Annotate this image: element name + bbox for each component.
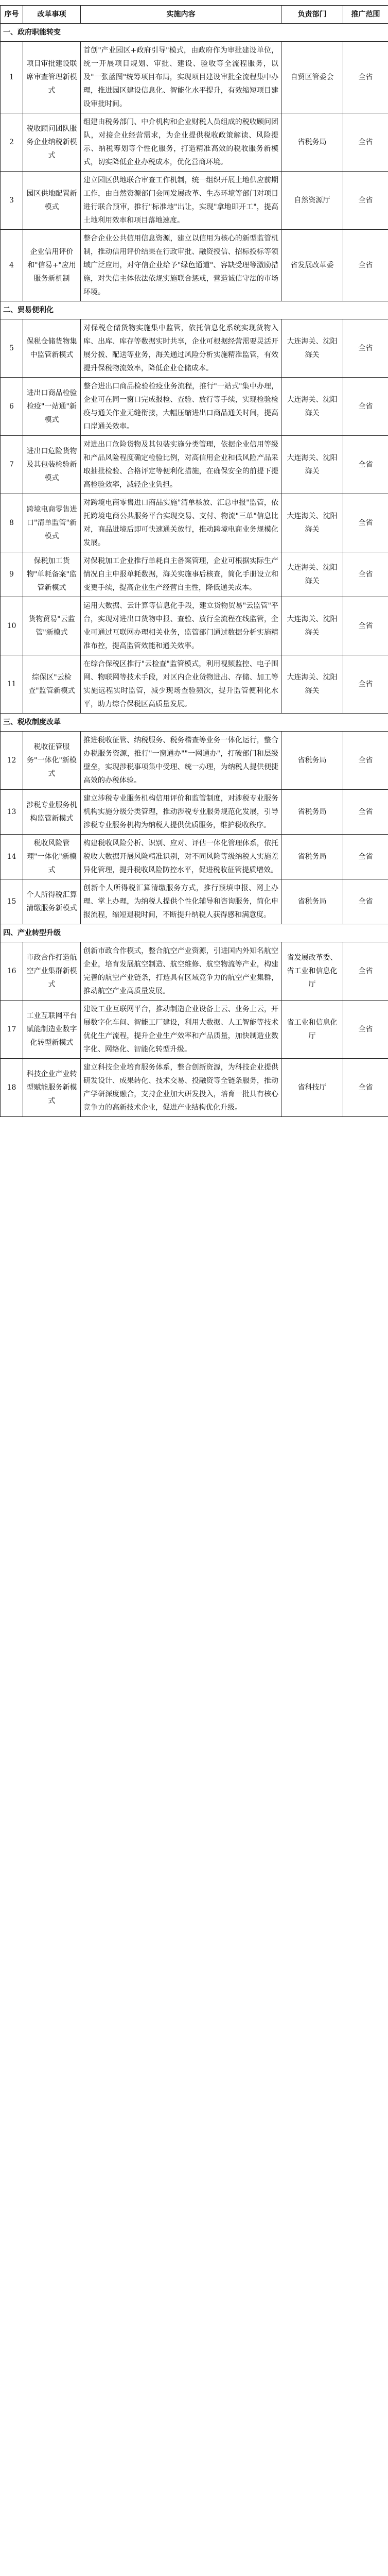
table-row [1,319,388,378]
row-scope: 全省 [343,172,388,230]
row-item: 税收顾问团队服务企业纳税新模式 [23,113,81,172]
row-number: 17 [1,1001,23,1059]
row-item: 货物贸易"云监管"新模式 [23,597,81,655]
table-row [1,1001,388,1059]
row-item: 涉税专业服务机构监管新模式 [23,790,81,835]
row-scope: 全省 [343,790,388,835]
row-item: 税收征管服务"一体化"新模式 [23,732,81,790]
row-description: 运用大数据、云计算等信息化手段，建立货物贸易"云监管"平台，实现对进出口货物申报、查验、放行全流程在线监管，企业可通过互联网办理相关业务，监管部门通过数据分析实施精准布控，提高监管效能和通关效率。 [81,597,281,655]
table-row [1,597,388,655]
reform-table [0,5,388,1117]
row-scope: 全省 [343,436,388,494]
page [0,0,388,1117]
row-description: 创新个人所得税汇算清缴服务方式，推行预填申报、网上办理、掌上办理，为纳税人提供个性化辅导和咨询服务，简化申报流程，缩短退税时间，不断提升纳税人获得感和满意度。 [81,879,281,924]
table-row [1,835,388,879]
row-item: 个人所得税汇算清缴服务新模式 [23,879,81,924]
row-description: 推进税收征管、纳税服务、税务稽查等业务一体化运行，整合办税服务资源，推行"一窗通办""一网通办"，打破部门和层级壁垒，实现涉税事项集中受理、统一办理，为纳税人提供便捷高效的办税体验。 [81,732,281,790]
header-row [1,6,388,24]
table-row [1,172,388,230]
row-item: 保税加工货物"单耗备案"监管新模式 [23,552,81,597]
row-scope: 全省 [343,835,388,879]
table-row [1,879,388,924]
row-number: 1 [1,42,23,113]
row-description: 建立园区供地联合审查工作机制，统一组织开展土地供应前期工作，由自然资源部门会同发展改革、生态环境等部门对项目进行联合预审，推行"标准地"出让，实现"拿地即开工"，提高土地利用效率和项目落地速度。 [81,172,281,230]
table-row [1,655,388,714]
table-body [1,24,388,1117]
row-item: 进出口商品检验检疫"一站通"新模式 [23,378,81,436]
row-number: 13 [1,790,23,835]
table-row [1,942,388,1001]
row-department: 大连海关、沈阳海关 [281,436,343,494]
row-item: 跨境电商零售进口"清单监管"新模式 [23,494,81,552]
section-row [1,714,388,732]
row-description: 在综合保税区推行"云检查"监管模式，利用视频监控、电子围网、物联网等技术手段，对区内企业货物进出、存储、加工等实施远程实时监管，减少现场查验频次，提升监管便利化水平，助力综合保税区高质量发展。 [81,655,281,714]
row-department: 省税务局 [281,790,343,835]
section-title: 二、贸易便利化 [1,301,388,319]
header-scope: 推广范围 [343,6,388,24]
table-row [1,1059,388,1117]
row-department: 大连海关、沈阳海关 [281,597,343,655]
row-scope: 全省 [343,319,388,378]
row-item: 项目审批建设联席审查管理新模式 [23,42,81,113]
row-department: 大连海关、沈阳海关 [281,378,343,436]
row-scope: 全省 [343,552,388,597]
row-department: 大连海关、沈阳海关 [281,494,343,552]
row-item: 保税仓储货物集中监管新模式 [23,319,81,378]
table-row [1,113,388,172]
row-item: 税收风险管理"一体化"新模式 [23,835,81,879]
row-department: 大连海关、沈阳海关 [281,655,343,714]
row-number: 3 [1,172,23,230]
row-number: 11 [1,655,23,714]
row-number: 8 [1,494,23,552]
row-number: 14 [1,835,23,879]
row-number: 5 [1,319,23,378]
row-description: 首创"产业园区+政府引导"模式，由政府作为审批建设单位，统一开展项目规划、审批、建设、验收等全流程服务，以及"一张蓝图"统筹项目布局，实现项目建设审批全流程集中办理，推进园区建设信息化、智能化水平提升，有效缩短项目建设审批时间。 [81,42,281,113]
row-item: 进出口危险货物及其包装检验新模式 [23,436,81,494]
row-scope: 全省 [343,494,388,552]
row-department: 省税务局 [281,113,343,172]
row-description: 对保税加工企业推行单耗自主备案管理，企业可根据实际生产情况自主申报单耗数据，海关实施事后核查，简化手册设立和变更手续，提高企业生产经营自主性，降低通关成本。 [81,552,281,597]
row-number: 18 [1,1059,23,1117]
row-item: 园区供地配置新模式 [23,172,81,230]
row-scope: 全省 [343,42,388,113]
row-item: 科技企业产业转型赋能服务新模式 [23,1059,81,1117]
row-number: 9 [1,552,23,597]
row-scope: 全省 [343,230,388,301]
row-department: 省工业和信息化厅 [281,1001,343,1059]
row-item: 综保区"云检查"监管新模式 [23,655,81,714]
header-desc: 实施内容 [81,6,281,24]
row-scope: 全省 [343,942,388,1001]
table-row [1,378,388,436]
row-description: 对进出口危险货物及其包装实施分类管理，依据企业信用等级和产品风险程度确定检验比例，对高信用企业和低风险产品采取抽批检验、合格评定等便利化措施，在确保安全的前提下提高检验效率，减轻企业负担。 [81,436,281,494]
table-row [1,552,388,597]
section-title: 四、产业转型升级 [1,924,388,942]
row-scope: 全省 [343,1059,388,1117]
row-department: 省科技厅 [281,1059,343,1117]
row-scope: 全省 [343,378,388,436]
row-number: 7 [1,436,23,494]
row-number: 12 [1,732,23,790]
row-department: 省发展改革委 [281,230,343,301]
section-title: 三、税收制度改革 [1,714,388,732]
row-number: 10 [1,597,23,655]
row-description: 创新市政合作模式，整合航空产业资源，引进国内外知名航空企业，培育发展航空制造、航空维修、航空物流等产业，构建完善的航空产业链条，打造具有区域竞争力的航空产业集群，推动航空产业高质量发展。 [81,942,281,1001]
row-department: 省发展改革委、省工业和信息化厅 [281,942,343,1001]
table-row [1,732,388,790]
row-description: 建立涉税专业服务机构信用评价和监管制度，对涉税专业服务机构实施分级分类管理，推动涉税专业服务规范化发展，引导涉税专业服务机构为纳税人提供优质服务，维护税收秩序。 [81,790,281,835]
row-scope: 全省 [343,879,388,924]
row-department: 大连海关、沈阳海关 [281,552,343,597]
row-description: 整合企业公共信用信息资源，建立以信用为核心的新型监管机制，推动信用评价结果在行政审批、融资授信、招标投标等领域广泛应用，对守信企业给予"绿色通道"、容缺受理等激励措施，对失信主体依法依规实施联合惩戒，营造诚信守法的市场环境。 [81,230,281,301]
row-department: 省税务局 [281,879,343,924]
row-department: 自然资源厅 [281,172,343,230]
row-department: 自贸区管委会 [281,42,343,113]
table-row [1,436,388,494]
row-description: 对保税仓储货物实施集中监管，依托信息化系统实现货物入库、出库、库存等数据实时共享，企业可根据经营需要灵活开展分拨、配送等业务，海关通过风险分析实施精准监管，有效提升保税物流效率，降低企业仓储成本。 [81,319,281,378]
row-scope: 全省 [343,732,388,790]
row-scope: 全省 [343,1001,388,1059]
row-description: 建立科技企业培育服务体系，整合创新资源，为科技企业提供研发设计、成果转化、技术交易、投融资等全链条服务，推动产学研深度融合，支持企业加大研发投入，培育一批具有核心竞争力的高新技术企业，促进产业结构优化升级。 [81,1059,281,1117]
row-number: 2 [1,113,23,172]
row-department: 省税务局 [281,732,343,790]
row-item: 工业互联网平台赋能制造业数字化转型新模式 [23,1001,81,1059]
row-number: 16 [1,942,23,1001]
row-description: 建设工业互联网平台，推动制造企业设备上云、业务上云，开展数字化车间、智能工厂建设，利用大数据、人工智能等技术优化生产流程，提升企业生产效率和产品质量，加快制造业数字化、网络化、智能化转型升级。 [81,1001,281,1059]
row-department: 大连海关、沈阳海关 [281,319,343,378]
row-item: 企业信用评价和"信易+"应用服务新机制 [23,230,81,301]
row-number: 4 [1,230,23,301]
row-number: 15 [1,879,23,924]
header-item: 改革事项 [23,6,81,24]
table-row [1,790,388,835]
section-row [1,301,388,319]
section-title: 一、政府职能转变 [1,24,388,42]
row-department: 省税务局 [281,835,343,879]
row-scope: 全省 [343,655,388,714]
row-number: 6 [1,378,23,436]
row-description: 组建由税务部门、中介机构和企业财税人员组成的税收顾问团队，对接企业经营需求，为企业提供税收政策解读、风险提示、纳税筹划等个性化服务，打造精准高效的税收服务新模式，切实降低企业办税成本，优化营商环境。 [81,113,281,172]
row-description: 对跨境电商零售进口商品实施"清单核放、汇总申报"监管，依托跨境电商公共服务平台实现交易、支付、物流"三单"信息比对，商品进境后即可快速通关放行，推动跨境电商业务规模化发展。 [81,494,281,552]
table-row [1,230,388,301]
row-item: 市政合作打造航空产业集群新模式 [23,942,81,1001]
row-description: 构建税收风险分析、识别、应对、评估一体化管理体系，依托税收大数据开展风险精准识别，对不同风险等级纳税人实施差异化管理，提升税收风险防控水平，促进税收征管提质增效。 [81,835,281,879]
table-row [1,42,388,113]
section-row [1,924,388,942]
row-scope: 全省 [343,597,388,655]
section-row [1,24,388,42]
table-row [1,494,388,552]
row-description: 整合进出口商品检验检疫业务流程，推行"一站式"集中办理，企业可在同一窗口完成报检、查验、放行等手续，实现检验检疫与通关作业无缝衔接，大幅压缩进出口商品通关时间，提高口岸通关效率。 [81,378,281,436]
header-no: 序号 [1,6,23,24]
header-dept: 负责部门 [281,6,343,24]
row-scope: 全省 [343,113,388,172]
